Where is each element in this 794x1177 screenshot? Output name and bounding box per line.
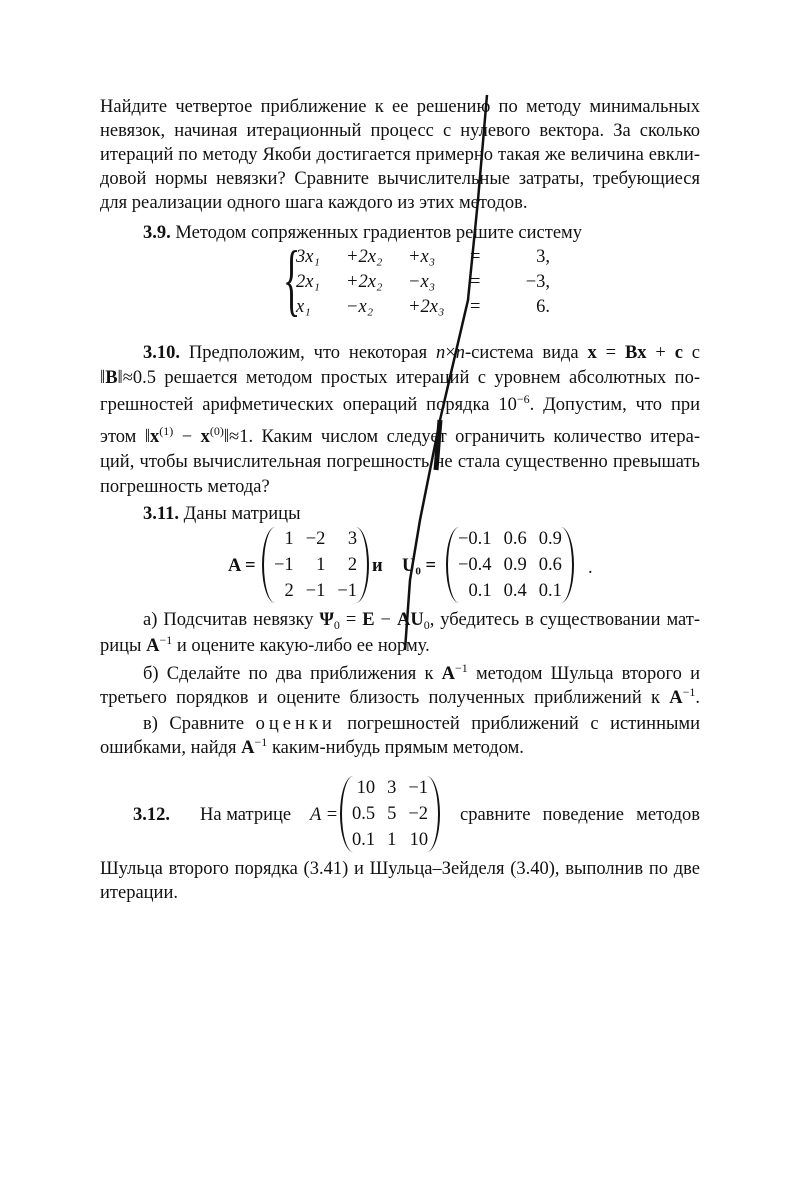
matrix-cell: 2 [347,555,358,575]
problem-3-12-intro: На матрице [200,805,292,825]
matrix-A-3-12 [340,776,440,852]
math-fragment: Ψ [319,610,334,630]
matrix-cell: 0.9 [503,555,527,575]
text-line: Шульца второго порядка (3.41) и Шульца–Зейделя (3.40), выполнив по две [100,859,700,879]
matrix-cell: 0.1 [468,581,492,601]
problem-3-12-number: 3.12. [133,805,170,825]
math-fragment: A [241,738,255,758]
text-line: а) Подсчитав невязку $\Psi_0 = E - AU_0$, убедитесь в существовании мат- [143,610,700,632]
matrix-cell: 0.5 [352,804,376,824]
text-line: невязок, начиная итерационный процесс с нулевого вектора. За сколько [100,121,700,141]
matrix-cell: 1 [387,830,397,850]
matrix-cell: 1 [316,555,326,575]
math-fragment: E [362,610,375,630]
text-line: погрешность метода? [100,477,270,497]
matrix-cell: −1 [408,778,429,798]
system-cell: +2x₂ [346,272,383,292]
matrix-A-label: A = [228,556,256,576]
problem-3-12-tail: сравните поведение методов [460,805,700,825]
text-line: 3.10. Предположим, что некоторая n×n-система вида x = Bx + c с [143,343,700,363]
text-line: третьего порядков и оцените близость полученных приближений к $A^{-1}$. [100,685,700,708]
math-fragment: Bx [624,343,647,363]
text-line: ций, чтобы вычислительная погрешность не стала существенно превышать [100,452,700,472]
system-cell: = [470,297,481,317]
matrix-U0 [446,527,574,603]
problem-3-11-heading: 3.11. Даны матрицы [143,504,301,524]
text-line: в) Сравните оценки погрешностей приближений с истинными [143,714,701,734]
math-fragment: 0 [333,618,340,632]
math-fragment: 3.11. [143,504,179,524]
matrix-cell: −1 [337,581,358,601]
math-fragment: n [455,343,465,363]
system-cell: 3x₁ [296,247,320,267]
system-cell: +x₃ [408,247,436,267]
system-cell: −3, [525,272,550,292]
math-fragment: −1 [159,633,173,647]
system-cell: 3, [536,247,550,267]
text-line: ошибками, найдя $A^{-1}$ каким-нибудь прямым методом. [100,735,524,758]
math-fragment: (1) [159,424,174,438]
matrix-cell: −1 [305,581,326,601]
problem-3-9-heading: 3.9. Методом сопряженных градиентов решите систему [143,223,582,243]
math-fragment: c [674,343,683,363]
matrix-cell: −2 [305,529,326,549]
system-cell: +2x₂ [346,247,383,267]
text-line: ‖B‖≈0.5 решается методом простых итераций с уровнем абсолютных по- [100,368,700,388]
math-fragment: −1 [682,685,696,699]
text-line: для реализации одного шага каждого из этих методов. [100,193,528,213]
matrix-A-label-3-12: A = [310,805,339,825]
text-line: б) Сделайте по два приближения к $A^{-1}$ методом Шульца второго и [143,661,700,684]
math-fragment: x [587,343,597,363]
math-fragment: 0 [423,618,430,632]
matrix-cell: 10 [409,830,429,850]
matrix-cell: 3 [347,529,358,549]
system-cell: 2x₁ [296,272,320,292]
math-fragment: 3.10. [143,343,180,363]
math-fragment: A [146,636,160,656]
matrix-U0-label: U₀ = [402,556,437,576]
math-fragment: B [105,368,118,388]
system-cell: = [470,247,481,267]
matrix-cell: −1 [274,555,294,575]
matrix-cell: 2 [284,581,294,601]
math-fragment: A [441,664,456,684]
conjunction-and: и [372,556,383,576]
math-fragment: оценки [255,714,336,734]
math-fragment: (0) [209,424,224,438]
matrix-cell: −0.4 [458,555,492,575]
math-fragment: A [669,688,683,708]
system-brace: { [283,236,301,324]
matrix-cell: 0.9 [538,529,562,549]
matrix-A [262,527,369,603]
matrix-cell: 0.6 [503,529,527,549]
math-fragment: AU [396,610,424,630]
matrix-cell: 10 [356,778,376,798]
equation-system [296,245,550,320]
text-line: итераций по методу Якоби достигается примерно такая же величина евкли- [100,145,700,165]
math-fragment: −1 [455,661,468,675]
matrix-cell: 3 [387,778,397,798]
matrix-cell: 0.6 [538,555,562,575]
system-cell: +2x₃ [408,297,445,317]
text-line: грешностей арифметических операций порядка $10^{-6}$. Допустим, что при [100,392,701,415]
math-fragment: x [150,427,160,447]
text-line: довой нормы невязки? Сравните вычислительные затраты, требующиеся [100,169,700,189]
matrix-cell: 1 [284,529,294,549]
matrix-cell: 0.4 [503,581,527,601]
matrix-cell: −2 [408,804,429,824]
system-cell: −x₃ [408,272,436,292]
math-fragment: n [436,343,446,363]
text-line: итерации. [100,883,178,903]
text-line: этом $‖x^{(1)}$ − $x^{(0)}‖\approx 1$. Каким числом следует ограничить количество итера- [100,424,700,447]
math-fragment: x [200,427,210,447]
matrix-cell: 5 [387,804,397,824]
period: . [588,558,593,578]
system-cell: x₁ [296,297,311,317]
text-line: Найдите четвертое приближение к ее решению по методу минимальных [100,97,700,117]
system-cell: −x₂ [346,297,374,317]
system-cell: 6. [536,297,550,317]
math-fragment: −6 [516,392,530,406]
matrix-cell: 0.1 [352,830,376,850]
matrix-cell: 0.1 [538,581,562,601]
system-cell: = [470,272,481,292]
math-fragment: −1 [254,735,268,749]
matrix-cell: −0.1 [458,529,492,549]
text-line: рицы $A^{-1}$ и оцените какую-либо ее норму. [100,633,430,656]
math-fragment: 3.9. [143,223,171,243]
